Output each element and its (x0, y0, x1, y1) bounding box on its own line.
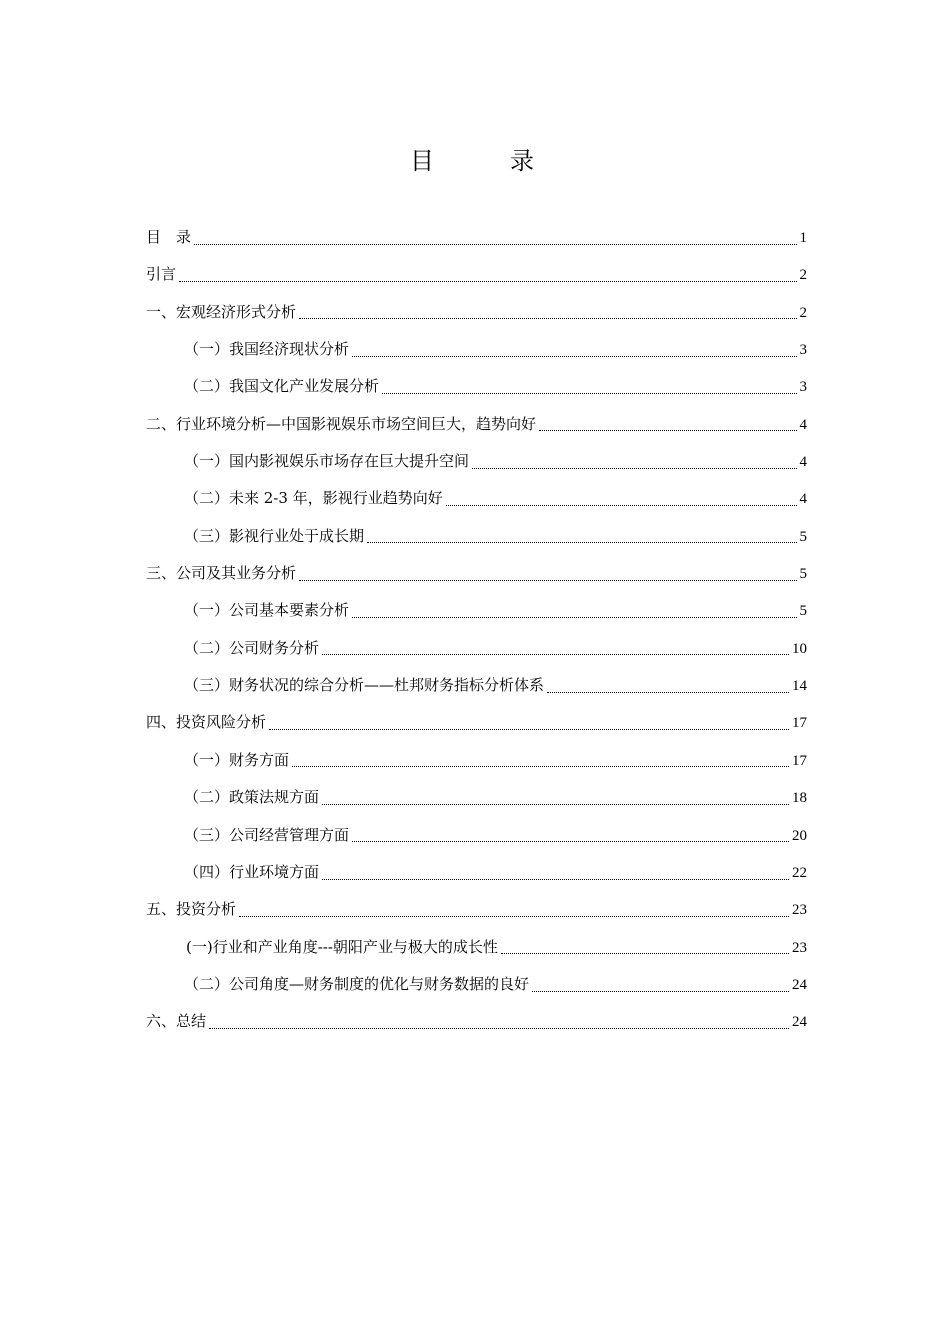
toc-page-number: 20 (792, 827, 807, 844)
toc-entry-label: （二）我国文化产业发展分析 (184, 377, 380, 396)
toc-page-number: 4 (799, 454, 807, 471)
toc-entry-label: （一）国内影视娱乐市场存在巨大提升空间 (184, 452, 470, 471)
dot-leader (547, 691, 789, 693)
toc-page-number: 18 (792, 790, 807, 807)
toc-page-number: 10 (792, 640, 807, 657)
dot-leader (352, 840, 789, 842)
toc-entry[interactable] (146, 929, 807, 966)
toc-entry-label: 四、投资风险分析 (146, 713, 267, 732)
dot-leader (382, 392, 796, 394)
toc-entry-label: （一）公司基本要素分析 (184, 601, 350, 620)
dot-leader (269, 728, 789, 730)
toc-entry-label: 引言 (146, 265, 177, 284)
toc-entry[interactable] (146, 742, 807, 779)
toc-entry[interactable] (146, 331, 807, 368)
dot-leader (322, 653, 789, 655)
toc-entry[interactable] (146, 779, 807, 816)
toc-page-number: 2 (799, 304, 807, 321)
page-title: 目 录 (410, 147, 560, 175)
toc-page-number: 1 (799, 230, 807, 246)
dot-leader (322, 803, 789, 805)
dot-leader (239, 915, 789, 917)
toc-entry-label: （三）公司经营管理方面 (184, 825, 350, 844)
toc-page-number: 4 (799, 416, 807, 433)
toc-page-number: 22 (792, 864, 807, 881)
toc-page-number: 24 (792, 976, 807, 993)
toc-entry[interactable] (146, 630, 807, 667)
toc-page-number: 5 (799, 528, 807, 545)
toc-entry[interactable] (146, 592, 807, 629)
toc-entry[interactable] (146, 294, 807, 331)
toc-entry-label: （二）未来 2-3 年，影视行业趋势向好 (184, 489, 443, 508)
toc-entry-label: (一)行业和产业角度---朝阳产业与极大的成长性 (186, 937, 498, 956)
toc-entry[interactable] (146, 1003, 807, 1040)
toc-entry-label: （四）行业环境方面 (184, 862, 320, 881)
toc-entry-label: （三）财务状况的综合分析——杜邦财务指标分析体系 (184, 676, 545, 695)
toc-page-number: 17 (792, 715, 807, 732)
dot-leader (292, 765, 789, 767)
toc-entry-label: （二）公司角度—财务制度的优化与财务数据的良好 (184, 974, 530, 993)
toc-entry-label: （一）我国经济现状分析 (184, 340, 350, 359)
dot-leader (352, 355, 796, 357)
dot-leader (352, 616, 796, 618)
toc-entry[interactable] (146, 480, 807, 517)
toc-entry[interactable] (146, 256, 807, 293)
toc-entry-label: 三、公司及其业务分析 (146, 564, 297, 583)
toc-entry[interactable] (146, 368, 807, 405)
toc-entry[interactable] (146, 854, 807, 891)
dot-leader (194, 243, 796, 245)
toc-page-number: 4 (799, 491, 807, 508)
dot-leader (322, 878, 789, 880)
toc-entry-label: （二）公司财务分析 (184, 638, 320, 657)
dot-leader (501, 952, 789, 954)
toc-entry[interactable] (146, 891, 807, 928)
toc-page-number: 2 (799, 267, 807, 284)
toc-entry[interactable] (146, 817, 807, 854)
toc-entry-label: 五、投资分析 (146, 900, 237, 919)
toc-entry-label: 二、行业环境分析—中国影视娱乐市场空间巨大，趋势向好 (146, 414, 537, 433)
toc-entry[interactable] (146, 406, 807, 443)
toc-page-number: 17 (792, 752, 807, 769)
toc-page-number: 23 (792, 939, 807, 956)
toc-page-number: 5 (799, 566, 807, 583)
toc-entry-label: 六、总结 (146, 1012, 207, 1031)
dot-leader (472, 467, 796, 469)
table-of-contents (146, 219, 807, 1041)
toc-entry-label: （三）影视行业处于成长期 (184, 526, 365, 545)
toc-entry-label: 目 录 (146, 228, 192, 246)
dot-leader (446, 504, 797, 506)
toc-entry[interactable] (146, 518, 807, 555)
toc-entry-label: （二）政策法规方面 (184, 788, 320, 807)
toc-page-number: 5 (799, 603, 807, 620)
dot-leader (299, 317, 796, 319)
dot-leader (299, 579, 796, 581)
toc-entry[interactable] (146, 704, 807, 741)
toc-page-number: 23 (792, 902, 807, 919)
dot-leader (532, 990, 789, 992)
dot-leader (367, 541, 796, 543)
toc-entry[interactable] (146, 966, 807, 1003)
toc-entry-label: （一）财务方面 (184, 750, 290, 769)
toc-page-number: 24 (792, 1014, 807, 1031)
dot-leader (539, 429, 796, 431)
dot-leader (209, 1027, 789, 1029)
toc-entry[interactable] (146, 443, 807, 480)
toc-page-number: 14 (792, 678, 807, 695)
toc-entry[interactable] (146, 555, 807, 592)
dot-leader (179, 280, 796, 282)
toc-page-number: 3 (799, 379, 807, 396)
toc-page-number: 3 (799, 342, 807, 359)
toc-entry[interactable] (146, 219, 807, 256)
toc-entry-label: 一、宏观经济形式分析 (146, 302, 297, 321)
toc-entry[interactable] (146, 667, 807, 704)
